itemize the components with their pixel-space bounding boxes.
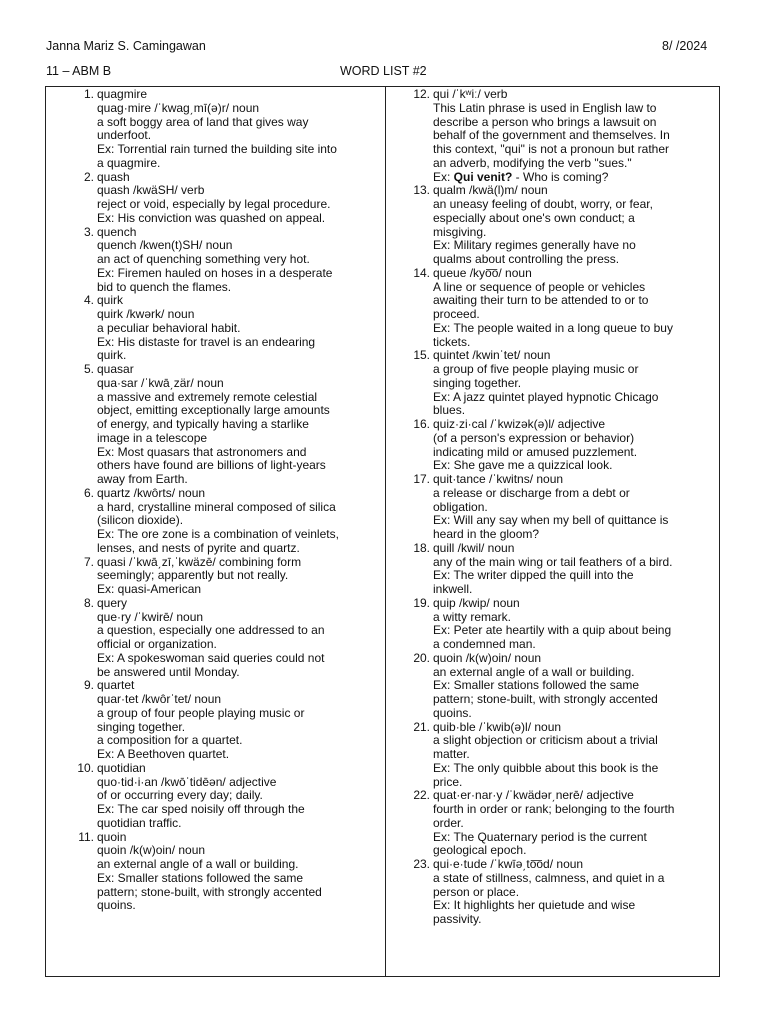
entry-line: quasi /ˈkwā͵zī,ˈkwäzē/ combining form <box>97 554 302 569</box>
entry-number: 9. <box>83 678 94 693</box>
entry-line: misgiving. <box>433 224 487 239</box>
entry-line: underfoot. <box>97 128 152 143</box>
entry-line: quash <box>97 169 130 184</box>
entry-line: (of a person's expression or behavior) <box>433 430 635 445</box>
entry-line: qui /ˈkʷiː/ verb <box>433 87 508 101</box>
entry-line: quirk. <box>97 348 127 363</box>
entry-line: bid to quench the flames. <box>97 279 232 294</box>
entry-line: of or occurring every day; daily. <box>97 788 263 803</box>
entry-line: pattern; stone-built, with strongly accented <box>97 884 322 899</box>
entry-number: 23. <box>413 857 430 871</box>
entry-number: 4. <box>83 293 94 308</box>
word-entry <box>75 597 380 680</box>
entry-number: 2. <box>83 169 94 184</box>
entry-line: heard in the gloom? <box>433 527 540 541</box>
word-entry <box>411 349 716 418</box>
entry-line: qualms about controlling the press. <box>433 252 620 266</box>
entry-line: singing together. <box>97 719 186 734</box>
entry-number: 19. <box>413 595 430 610</box>
entry-line: Ex: A Beethoven quartet. <box>97 747 230 761</box>
word-entry <box>75 679 380 762</box>
entry-line: qui·e·tude /ˈkwīə͵to͞od/ noun <box>433 857 584 871</box>
entry-line: object, emitting exceptionally large amounts <box>97 403 330 418</box>
entry-line: quirk /kwərk/ noun <box>97 307 195 321</box>
entry-line: Ex: His conviction was quashed on appeal. <box>97 210 326 225</box>
word-entry <box>411 184 716 267</box>
entry-line: que·ry /ˈkwirē/ noun <box>97 609 204 624</box>
entry-line: quoins. <box>433 705 472 720</box>
entry-line: an external angle of a wall or building. <box>433 664 635 679</box>
entry-number: 7. <box>83 554 94 569</box>
entry-line: an external angle of a wall or building. <box>97 857 299 871</box>
entry-line: Ex: She gave me a quizzical look. <box>433 458 613 473</box>
example-prefix: Ex: <box>433 169 454 184</box>
entry-line: quench <box>97 224 137 239</box>
entry-line: quartet <box>97 678 135 693</box>
entry-line: A line or sequence of people or vehicles <box>433 279 646 294</box>
date-field: 8/ /2024 <box>662 39 708 53</box>
entry-line: Ex: A jazz quintet played hypnotic Chicago <box>433 389 659 404</box>
entry-line: any of the main wing or tail feathers of a bird. <box>433 554 673 569</box>
word-entry <box>411 267 716 350</box>
entry-line: a composition for a quartet. <box>97 733 243 748</box>
entry-line: query <box>97 595 128 610</box>
entry-line: official or organization. <box>97 637 217 651</box>
word-entry <box>411 88 716 184</box>
entry-line: Ex: His distaste for travel is an endearing <box>97 334 316 349</box>
entry-number: 3. <box>83 224 94 239</box>
entry-line: qualm /kwä(l)m/ noun <box>433 183 548 198</box>
entry-line: quash /kwäSH/ verb <box>97 183 205 198</box>
entry-number: 21. <box>413 719 430 734</box>
entry-line: quo·tid·i·an /kwōˈtidēən/ adjective <box>97 774 277 789</box>
entry-line: fourth in order or rank; belonging to the fourth <box>433 802 675 816</box>
entry-line: quoins. <box>97 898 136 913</box>
entry-number: 5. <box>83 362 94 376</box>
entry-line: of energy, and typically having a starlike <box>97 417 309 431</box>
entry-number: 11. <box>78 829 94 844</box>
class-section: 11 – ABM B <box>46 64 112 78</box>
example-line <box>433 171 716 185</box>
word-entry <box>75 831 380 914</box>
entry-number: 14. <box>413 265 430 280</box>
entry-line: Ex: Smaller stations followed the same <box>97 870 304 885</box>
entry-line: obligation. <box>433 499 488 514</box>
entry-number: 10. <box>77 760 94 775</box>
entry-line: Ex: Firemen hauled on hoses in a desperate <box>97 265 333 280</box>
word-entry <box>411 858 716 927</box>
entry-line: an uneasy feeling of doubt, worry, or fear, <box>433 197 653 211</box>
entry-line: Ex: The Quaternary period is the current <box>433 829 647 844</box>
entry-line: especially about one's own conduct; a <box>433 210 635 225</box>
entry-line: Ex: The writer dipped the quill into the <box>433 568 634 583</box>
word-entry <box>411 721 716 790</box>
word-entry <box>411 473 716 542</box>
document-title: WORD LIST #2 <box>340 64 427 78</box>
entry-line: Ex: A spokeswoman said queries could not <box>97 650 325 665</box>
entry-line: lenses, and nests of pyrite and quartz. <box>97 540 300 555</box>
entry-line: seemingly; apparently but not really. <box>97 568 289 583</box>
entry-line: inkwell. <box>433 582 473 596</box>
entry-line: tickets. <box>433 334 471 349</box>
entry-line: a state of stillness, calmness, and quiet in a <box>433 870 665 885</box>
entry-line: quotidian <box>97 760 146 775</box>
entry-line: reject or void, especially by legal procedure. <box>97 197 331 211</box>
entry-line: passivity. <box>433 912 482 926</box>
word-list-table <box>45 86 720 977</box>
entry-number: 6. <box>83 485 94 500</box>
entry-line: quagmire <box>97 87 148 101</box>
word-entry <box>411 597 716 652</box>
right-column <box>411 88 716 927</box>
entry-line: image in a telescope <box>97 430 208 445</box>
entry-line: matter. <box>433 747 470 761</box>
entry-line: quat·er·nar·y /ˈkwädər͵nerē/ adjective <box>433 788 634 803</box>
entry-line: Ex: Most quasars that astronomers and <box>97 444 307 459</box>
entry-number: 15. <box>413 348 430 363</box>
word-entry <box>411 789 716 858</box>
entry-line: Ex: The people waited in a long queue to buy <box>433 320 673 335</box>
entry-line: a condemned man. <box>433 637 536 651</box>
entry-number: 18. <box>413 540 430 555</box>
entry-line: This Latin phrase is used in English law to <box>433 100 657 115</box>
word-entry <box>411 652 716 721</box>
entry-line: (silicon dioxide). <box>97 513 184 528</box>
entry-line: price. <box>433 774 463 789</box>
entry-line: describe a person who brings a lawsuit on <box>433 114 657 129</box>
entry-line: order. <box>433 815 464 830</box>
entry-line: quib·ble /ˈkwib(ə)l/ noun <box>433 719 562 734</box>
entry-line: Ex: Will any say when my bell of quittance is <box>433 513 669 528</box>
entry-line: quotidian traffic. <box>97 815 182 830</box>
entry-line: Ex: quasi-American <box>97 582 202 596</box>
entry-line: behalf of the government and themselves. In <box>433 128 670 143</box>
entry-line: geological epoch. <box>433 843 527 858</box>
entry-line: away from Earth. <box>97 472 188 486</box>
entry-line: be answered until Monday. <box>97 664 240 679</box>
entry-line: quartz /kwôrts/ noun <box>97 485 206 500</box>
entry-line: a witty remark. <box>433 609 512 624</box>
entry-number: 20. <box>413 650 430 665</box>
word-entry <box>75 487 380 556</box>
entry-line: a question, especially one addressed to an <box>97 623 325 638</box>
entry-line: quirk <box>97 293 124 308</box>
entry-line: blues. <box>433 403 466 418</box>
entry-line: a massive and extremely remote celestial <box>97 389 318 404</box>
example-bold-phrase: Qui venit? <box>453 169 513 184</box>
entry-line: a quagmire. <box>97 155 161 170</box>
column-divider <box>385 87 386 976</box>
entry-line: quiz·zi·cal /ˈkwizək(ə)l/ adjective <box>433 417 606 431</box>
entry-line: quar·tet /kwôrˈtet/ noun <box>97 692 222 706</box>
entry-line: quintet /kwinˈtet/ noun <box>433 348 551 363</box>
entry-line: singing together. <box>433 375 522 390</box>
word-entry <box>75 171 380 226</box>
entry-number: 16. <box>413 417 430 431</box>
entry-line: quench /kwen(t)SH/ noun <box>97 238 233 253</box>
entry-number: 13. <box>413 183 430 198</box>
entry-line: others have found are billions of light-years <box>97 458 326 473</box>
entry-line: Ex: The car sped noisily off through the <box>97 802 305 816</box>
entry-line: quit·tance /ˈkwitns/ noun <box>433 472 564 486</box>
entry-line: a slight objection or criticism about a trivial <box>433 733 658 748</box>
entry-line: Ex: The ore zone is a combination of veinlets, <box>97 527 339 541</box>
word-entry <box>75 762 380 831</box>
word-entry <box>411 542 716 597</box>
entry-line: awaiting their turn to be attended to or to <box>433 293 649 308</box>
entry-line: Ex: The only quibble about this book is the <box>433 760 659 775</box>
entry-line: a release or discharge from a debt or <box>433 485 630 500</box>
entry-line: an act of quenching something very hot. <box>97 252 310 266</box>
word-entry <box>75 88 380 171</box>
left-column <box>75 88 380 913</box>
entry-line: a hard, crystalline mineral composed of silica <box>97 499 336 514</box>
entry-number: 8. <box>83 595 94 610</box>
example-translation: - Who is coming? <box>512 169 609 184</box>
word-entry <box>75 556 380 597</box>
entry-line: quip /kwip/ noun <box>433 595 520 610</box>
entry-line: a peculiar behavioral habit. <box>97 320 241 335</box>
entry-line: qua·sar /ˈkwā͵zär/ noun <box>97 375 224 390</box>
word-entry <box>75 226 380 295</box>
entry-line: quag·mire /ˈkwag͵mī(ə)r/ noun <box>97 100 260 115</box>
entry-line: pattern; stone-built, with strongly accented <box>433 692 658 706</box>
entry-line: quoin /k(w)oin/ noun <box>97 843 206 858</box>
entry-line: Ex: Peter ate heartily with a quip about being <box>433 623 672 638</box>
entry-line: quill /kwil/ noun <box>433 540 515 555</box>
entry-line: quoin /k(w)oin/ noun <box>433 650 542 665</box>
entry-line: queue /kyo͞o/ noun <box>433 265 532 280</box>
entry-line: Ex: Military regimes generally have no <box>433 238 636 253</box>
entry-line: a group of four people playing music or <box>97 705 305 720</box>
entry-number: 12. <box>413 87 430 101</box>
entry-line: indicating mild or amused puzzlement. <box>433 444 638 459</box>
entry-line: proceed. <box>433 307 480 321</box>
entry-number: 17. <box>413 472 430 486</box>
entry-line: quoin <box>97 829 127 844</box>
entry-line: this context, "qui" is not a pronoun but rather <box>433 142 669 156</box>
entry-line: Ex: It highlights her quietude and wise <box>433 898 636 913</box>
student-name: Janna Mariz S. Camingawan <box>46 39 206 53</box>
entry-line: an adverb, modifying the verb "sues." <box>433 155 632 170</box>
entry-line: quasar <box>97 362 134 376</box>
entry-line: a group of five people playing music or <box>433 362 639 376</box>
word-entry <box>75 363 380 487</box>
word-entry <box>75 294 380 363</box>
entry-line: Ex: Torrential rain turned the building site into <box>97 142 337 156</box>
entry-line: Ex: Smaller stations followed the same <box>433 678 640 693</box>
entry-number: 1. <box>83 87 94 101</box>
entry-line: person or place. <box>433 884 520 899</box>
entry-number: 22. <box>413 788 430 803</box>
entry-line: a soft boggy area of land that gives way <box>97 114 309 129</box>
word-entry <box>411 418 716 473</box>
